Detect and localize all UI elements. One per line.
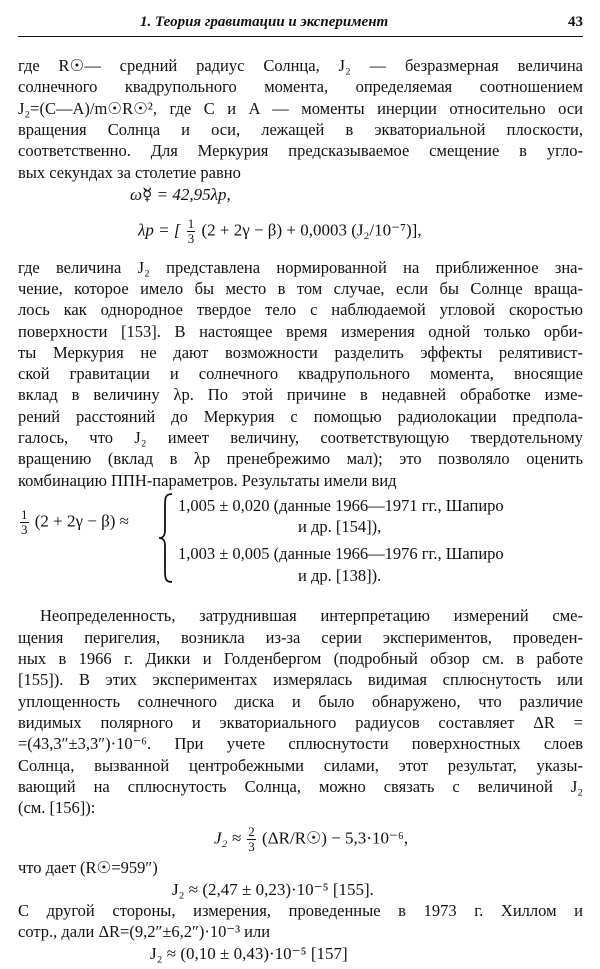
equation-ppn-lhs-text: (2 + 2γ − β) ≈ — [34, 510, 129, 530]
text-line: сотр., дали ΔR=(9,2″±6,2″)·10⁻³ или — [18, 922, 271, 942]
equation-j2-suffix: (ΔR/R☉) − 5,3·10⁻⁶, — [262, 828, 409, 848]
equation-j2-hill: J₂ ≈ (0,10 ± 0,43)·10⁻⁵ [157] — [150, 943, 348, 963]
running-head — [18, 12, 583, 37]
fraction-denominator: 3 — [248, 839, 255, 855]
text-line: вращению (вклад в λp пренебрежимо мал); это позволяло оценить — [18, 449, 583, 469]
text-line: вращения Солнца и оси, лежащей в экваториальной плоскости, — [18, 119, 583, 139]
fraction-numerator: 2 — [248, 824, 255, 840]
equation-j2-prefix: J₂ ≈ — [214, 828, 242, 848]
text-line: ных в 1966 г. Дикки и Голденбергом (подробный обзор см. в работе — [18, 649, 583, 669]
text-line: солнечного квадрупольного момента, определяемая соотношением — [18, 77, 583, 97]
text-line: рений расстояний до Меркурия с помощью радиолокации предпола- — [18, 406, 583, 426]
equation-case1: 1,005 ± 0,020 (данные 1966—1971 гг., Шапиро — [178, 495, 504, 515]
text-line: вых секундах за столетие равно — [18, 162, 241, 182]
text-line: галось, что J₂ имеет величину, соответствующую твердотельному — [18, 428, 583, 448]
equation-case2-cont: и др. [138]). — [298, 565, 382, 585]
text-line: что дает (R☉=959″) — [18, 858, 158, 878]
text-line: ской гравитации и солнечного квадрупольного момента, вносящие — [18, 364, 583, 384]
fraction — [247, 825, 256, 854]
text-line: Неопределенность, затруднившая интерпретацию измерений сме- — [40, 606, 583, 626]
text-line: лось как однородное твердое тело с наблюдаемой угловой скоростью — [18, 300, 583, 320]
text-line: Солнца, вызванной центробежными силами, этот результат, указы- — [18, 755, 583, 775]
fraction — [20, 508, 29, 537]
left-brace-icon — [157, 492, 175, 584]
chapter-title: 1. Теория гравитации и эксперимент — [140, 14, 389, 30]
text-line: уплощенность солнечного диска и было обнаружено, что различие — [18, 691, 583, 711]
fraction-numerator: 1 — [21, 506, 28, 522]
equation-ppn-lhs — [18, 508, 129, 537]
text-line: где величина J₂ представлена нормированной на приближенное зна- — [18, 257, 583, 277]
text-line: видимых полярного и экваториального радиусов составляет ΔR = — [18, 712, 583, 732]
text-line: где R☉— средний радиус Солнца, J₂ — безразмерная величина — [18, 56, 583, 75]
text-line: J₂=(C—A)/m☉R☉², где C и A — моменты инерции относительно оси — [18, 98, 583, 118]
text-line: =(43,3″±3,3″)·10⁻⁶. При учете сплюснутости поверхностных слоев — [18, 734, 583, 754]
text-line: [155]). В этих экспериментах измерялась видимая сплюснутость или — [18, 670, 583, 690]
text-line: чение, которое имело бы место в том случае, если бы Солнце враща- — [18, 278, 583, 298]
text-line: С другой стороны, измерения, проведенные в 1973 г. Хиллом и — [18, 900, 583, 920]
equation-lambda-suffix: (2 + 2γ − β) + 0,0003 (J₂/10⁻⁷)], — [201, 220, 422, 240]
equation-j2-oblateness — [214, 825, 408, 854]
text-line: вклад в величину λp. По этой причине в недавней обработке изме- — [18, 385, 583, 405]
equation-case2: 1,003 ± 0,005 (данные 1966—1976 гг., Шапиро — [178, 544, 504, 564]
text-line: (см. [156]): — [18, 798, 96, 818]
text-line: поверхности [153]. В настоящее время измерения одной только орби- — [18, 321, 583, 341]
text-line: ты Меркурия не дают возможности разделить эффекты релятивист- — [18, 342, 583, 362]
equation-lambda-prefix: λp = [ — [138, 220, 181, 240]
page-number: 43 — [568, 14, 583, 30]
fraction-denominator: 3 — [187, 230, 195, 246]
text-line: комбинацию ППН-параметров. Результаты имели вид — [18, 470, 397, 490]
text-line: соответственно. Для Меркурия предсказываемое смещение в угло- — [18, 141, 583, 161]
equation-omega: ω̇☿ = 42,95λp, — [130, 184, 231, 204]
fraction — [187, 217, 196, 246]
equation-lambda — [138, 217, 422, 246]
equation-j2-dicke: J₂ ≈ (2,47 ± 0,23)·10⁻⁵ [155]. — [172, 879, 374, 899]
text-line: щения перигелия, возникла из-за серии экспериментов, проведен- — [18, 627, 583, 647]
text-line: вающий на сплюснутость Солнца, можно связать с величиной J₂ — [18, 776, 583, 796]
equation-case1-cont: и др. [154]), — [298, 517, 382, 537]
fraction-numerator: 1 — [187, 215, 195, 231]
fraction-denominator: 3 — [21, 521, 28, 537]
